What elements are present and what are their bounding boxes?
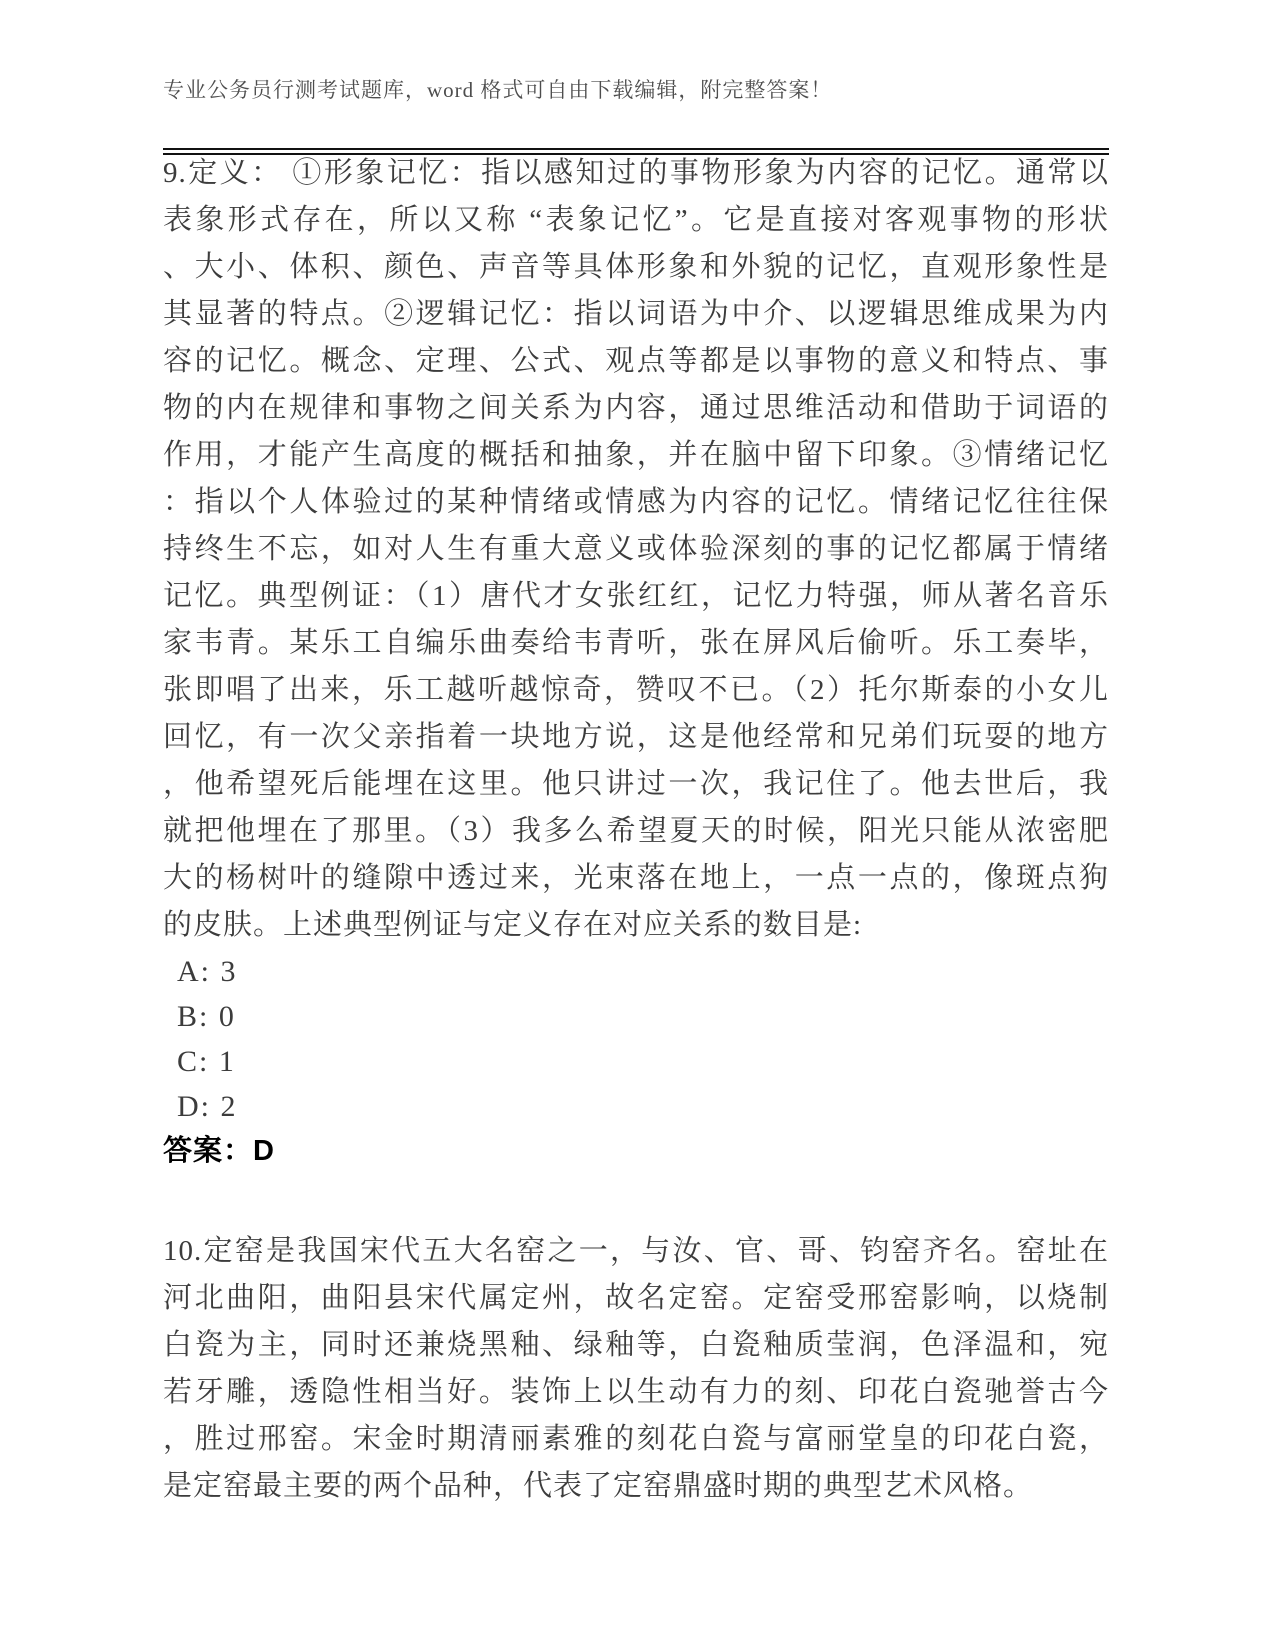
text-line: 9.定义： ①形象记忆：指以感知过的事物形象为内容的记忆。通常以 [163, 157, 1109, 189]
text-line: 回忆，有一次父亲指着一块地方说，这是他经常和兄弟们玩耍的地方 [163, 721, 1109, 753]
text-line: 记忆。典型例证：（1）唐代才女张红红，记忆力特强，师从著名音乐 [163, 580, 1109, 612]
text-line: ，他希望死后能埋在这里。他只讲过一次，我记住了。他去世后，我 [163, 768, 1109, 800]
option-line: B: 0 [177, 1000, 236, 1033]
text-line: 、大小、体积、颜色、声音等具体形象和外貌的记忆，直观形象性是 [163, 251, 1109, 283]
header-text: 专业公务员行测考试题库，word 格式可自由下载编辑，附完整答案！ [163, 78, 833, 102]
question-9-answer: 答案：D [163, 1135, 275, 1167]
text-line: 河北曲阳，曲阳县宋代属定州，故名定窑。定窑受邢窑影响，以烧制 [163, 1282, 1109, 1314]
document-body [163, 150, 1109, 1510]
text-line: 张即唱了出来，乐工越听越惊奇，赞叹不已。（2）托尔斯泰的小女儿 [163, 674, 1109, 706]
text-line: ，胜过邢窑。宋金时期清丽素雅的刻花白瓷与富丽堂皇的印花白瓷， [163, 1423, 1109, 1455]
text-line: 家韦青。某乐工自编乐曲奏给韦青听，张在屏风后偷听。乐工奏毕， [163, 627, 1109, 659]
text-line: 表象形式存在，所以又称 “表象记忆”。它是直接对客观事物的形状 [163, 204, 1109, 236]
text-line: 若牙雕，透隐性相当好。装饰上以生动有力的刻、印花白瓷驰誉古今 [163, 1376, 1109, 1408]
question-10-text [163, 1228, 1109, 1510]
text-line: 其显著的特点。②逻辑记忆：指以词语为中介、以逻辑思维成果为内 [163, 298, 1109, 330]
text-line: 物的内在规律和事物之间关系为内容，通过思维活动和借助于词语的 [163, 392, 1109, 424]
question-9-text [163, 150, 1109, 949]
question-10 [163, 1228, 1109, 1510]
text-line: 容的记忆。概念、定理、公式、观点等都是以事物的意义和特点、事 [163, 345, 1109, 377]
question-9 [163, 150, 1109, 1174]
text-line: 就把他埋在了那里。（3）我多么希望夏天的时候，阳光只能从浓密肥 [163, 815, 1109, 847]
page-header [163, 74, 1109, 155]
text-line: 大的杨树叶的缝隙中透过来，光束落在地上，一点一点的，像斑点狗 [163, 862, 1109, 894]
text-line: 作用，才能产生高度的概括和抽象，并在脑中留下印象。③情绪记忆 [163, 439, 1109, 471]
text-line: 是定窑最主要的两个品种，代表了定窑鼎盛时期的典型艺术风格。 [163, 1470, 1034, 1502]
question-9-options [163, 949, 1109, 1129]
text-line: 的皮肤。上述典型例证与定义存在对应关系的数目是: [163, 909, 863, 941]
text-line: 白瓷为主，同时还兼烧黑釉、绿釉等，白瓷釉质莹润，色泽温和，宛 [163, 1329, 1109, 1361]
option-line: A: 3 [177, 955, 238, 988]
option-line: D: 2 [177, 1090, 238, 1123]
text-line: 持终生不忘，如对人生有重大意义或体验深刻的事的记忆都属于情绪 [163, 533, 1109, 565]
text-line: 10.定窑是我国宋代五大名窑之一，与汝、官、哥、钧窑齐名。窑址在 [163, 1235, 1109, 1267]
text-line: ：指以个人体验过的某种情绪或情感为内容的记忆。情绪记忆往往保 [163, 486, 1109, 518]
option-line: C: 1 [177, 1045, 236, 1078]
